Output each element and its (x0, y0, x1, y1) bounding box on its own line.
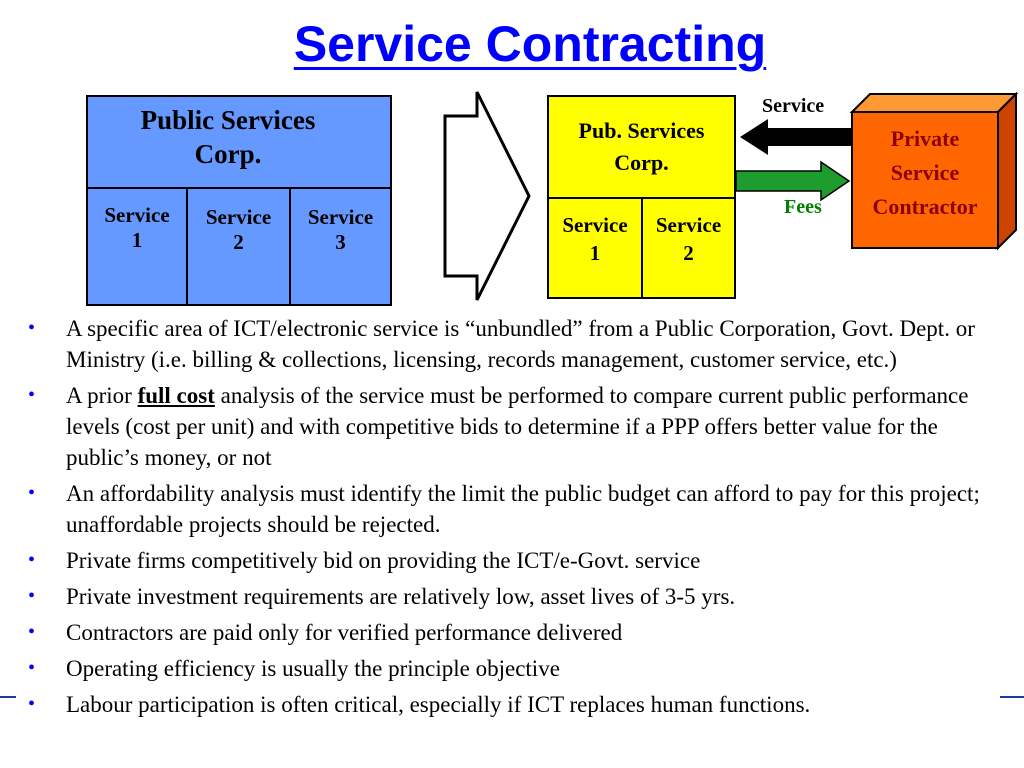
bullet-dot-icon: • (28, 657, 36, 679)
left-org-name: Public Services Corp. (140, 105, 316, 169)
bullet-dot-icon: • (28, 482, 36, 504)
bullet-dot-icon: • (28, 549, 36, 571)
right-org-box (547, 95, 736, 299)
left-org-box (86, 95, 392, 306)
left-decoration-line (0, 696, 16, 698)
transition-arrow-icon (440, 88, 534, 304)
bullet-item: • An affordability analysis must identify the limit the public budget can afford to pay for this project; unaffordable projects should be rejected. (28, 478, 1008, 540)
bullet-item: • Operating efficiency is usually the principle objective (28, 653, 1008, 684)
right-service-1: Service 1 (549, 197, 643, 297)
bullet-list (28, 313, 1008, 725)
page-title: Service Contracting (293, 16, 767, 72)
contractor-name: Private Service Contractor (872, 126, 978, 219)
full-cost-emphasis: full cost (137, 383, 215, 408)
bullet-item: • Labour participation is often critical, especially if ICT replaces human functions. (28, 689, 1008, 720)
bullet-item: • Private firms competitively bid on providing the ICT/e-Govt. service (28, 545, 1008, 576)
bullet-item: • A prior full cost analysis of the service must be performed to compare current public performance levels (cost per unit) and with competitive bids to determine if a PPP offers better value for the public’s money, or not (28, 380, 1008, 473)
service-arrow-label: Service (762, 95, 825, 117)
left-service-1: Service 1 (88, 187, 188, 304)
bullet-dot-icon: • (28, 621, 36, 643)
bullet-dot-icon: • (28, 384, 36, 406)
left-service-2: Service 2 (188, 187, 291, 304)
right-service-2: Service 2 (643, 197, 734, 297)
bullet-dot-icon: • (28, 317, 36, 339)
service-arrow-icon (738, 117, 854, 157)
right-decoration-line (1000, 696, 1024, 698)
right-org-name: Pub. Services Corp. (578, 118, 705, 175)
bullet-item: • Private investment requirements are relatively low, asset lives of 3-5 yrs. (28, 581, 1008, 612)
left-service-3: Service 3 (291, 187, 390, 304)
bullet-dot-icon: • (28, 693, 36, 715)
bullet-item: • Contractors are paid only for verified performance delivered (28, 617, 1008, 648)
bullet-dot-icon: • (28, 585, 36, 607)
fees-arrow-label: Fees (784, 196, 822, 218)
bullet-item: • A specific area of ICT/electronic service is “unbundled” from a Public Corporation, Govt. Dept. or Ministry (i.e. billing & collections, licensing, records management, customer service, etc.) (28, 313, 1008, 375)
